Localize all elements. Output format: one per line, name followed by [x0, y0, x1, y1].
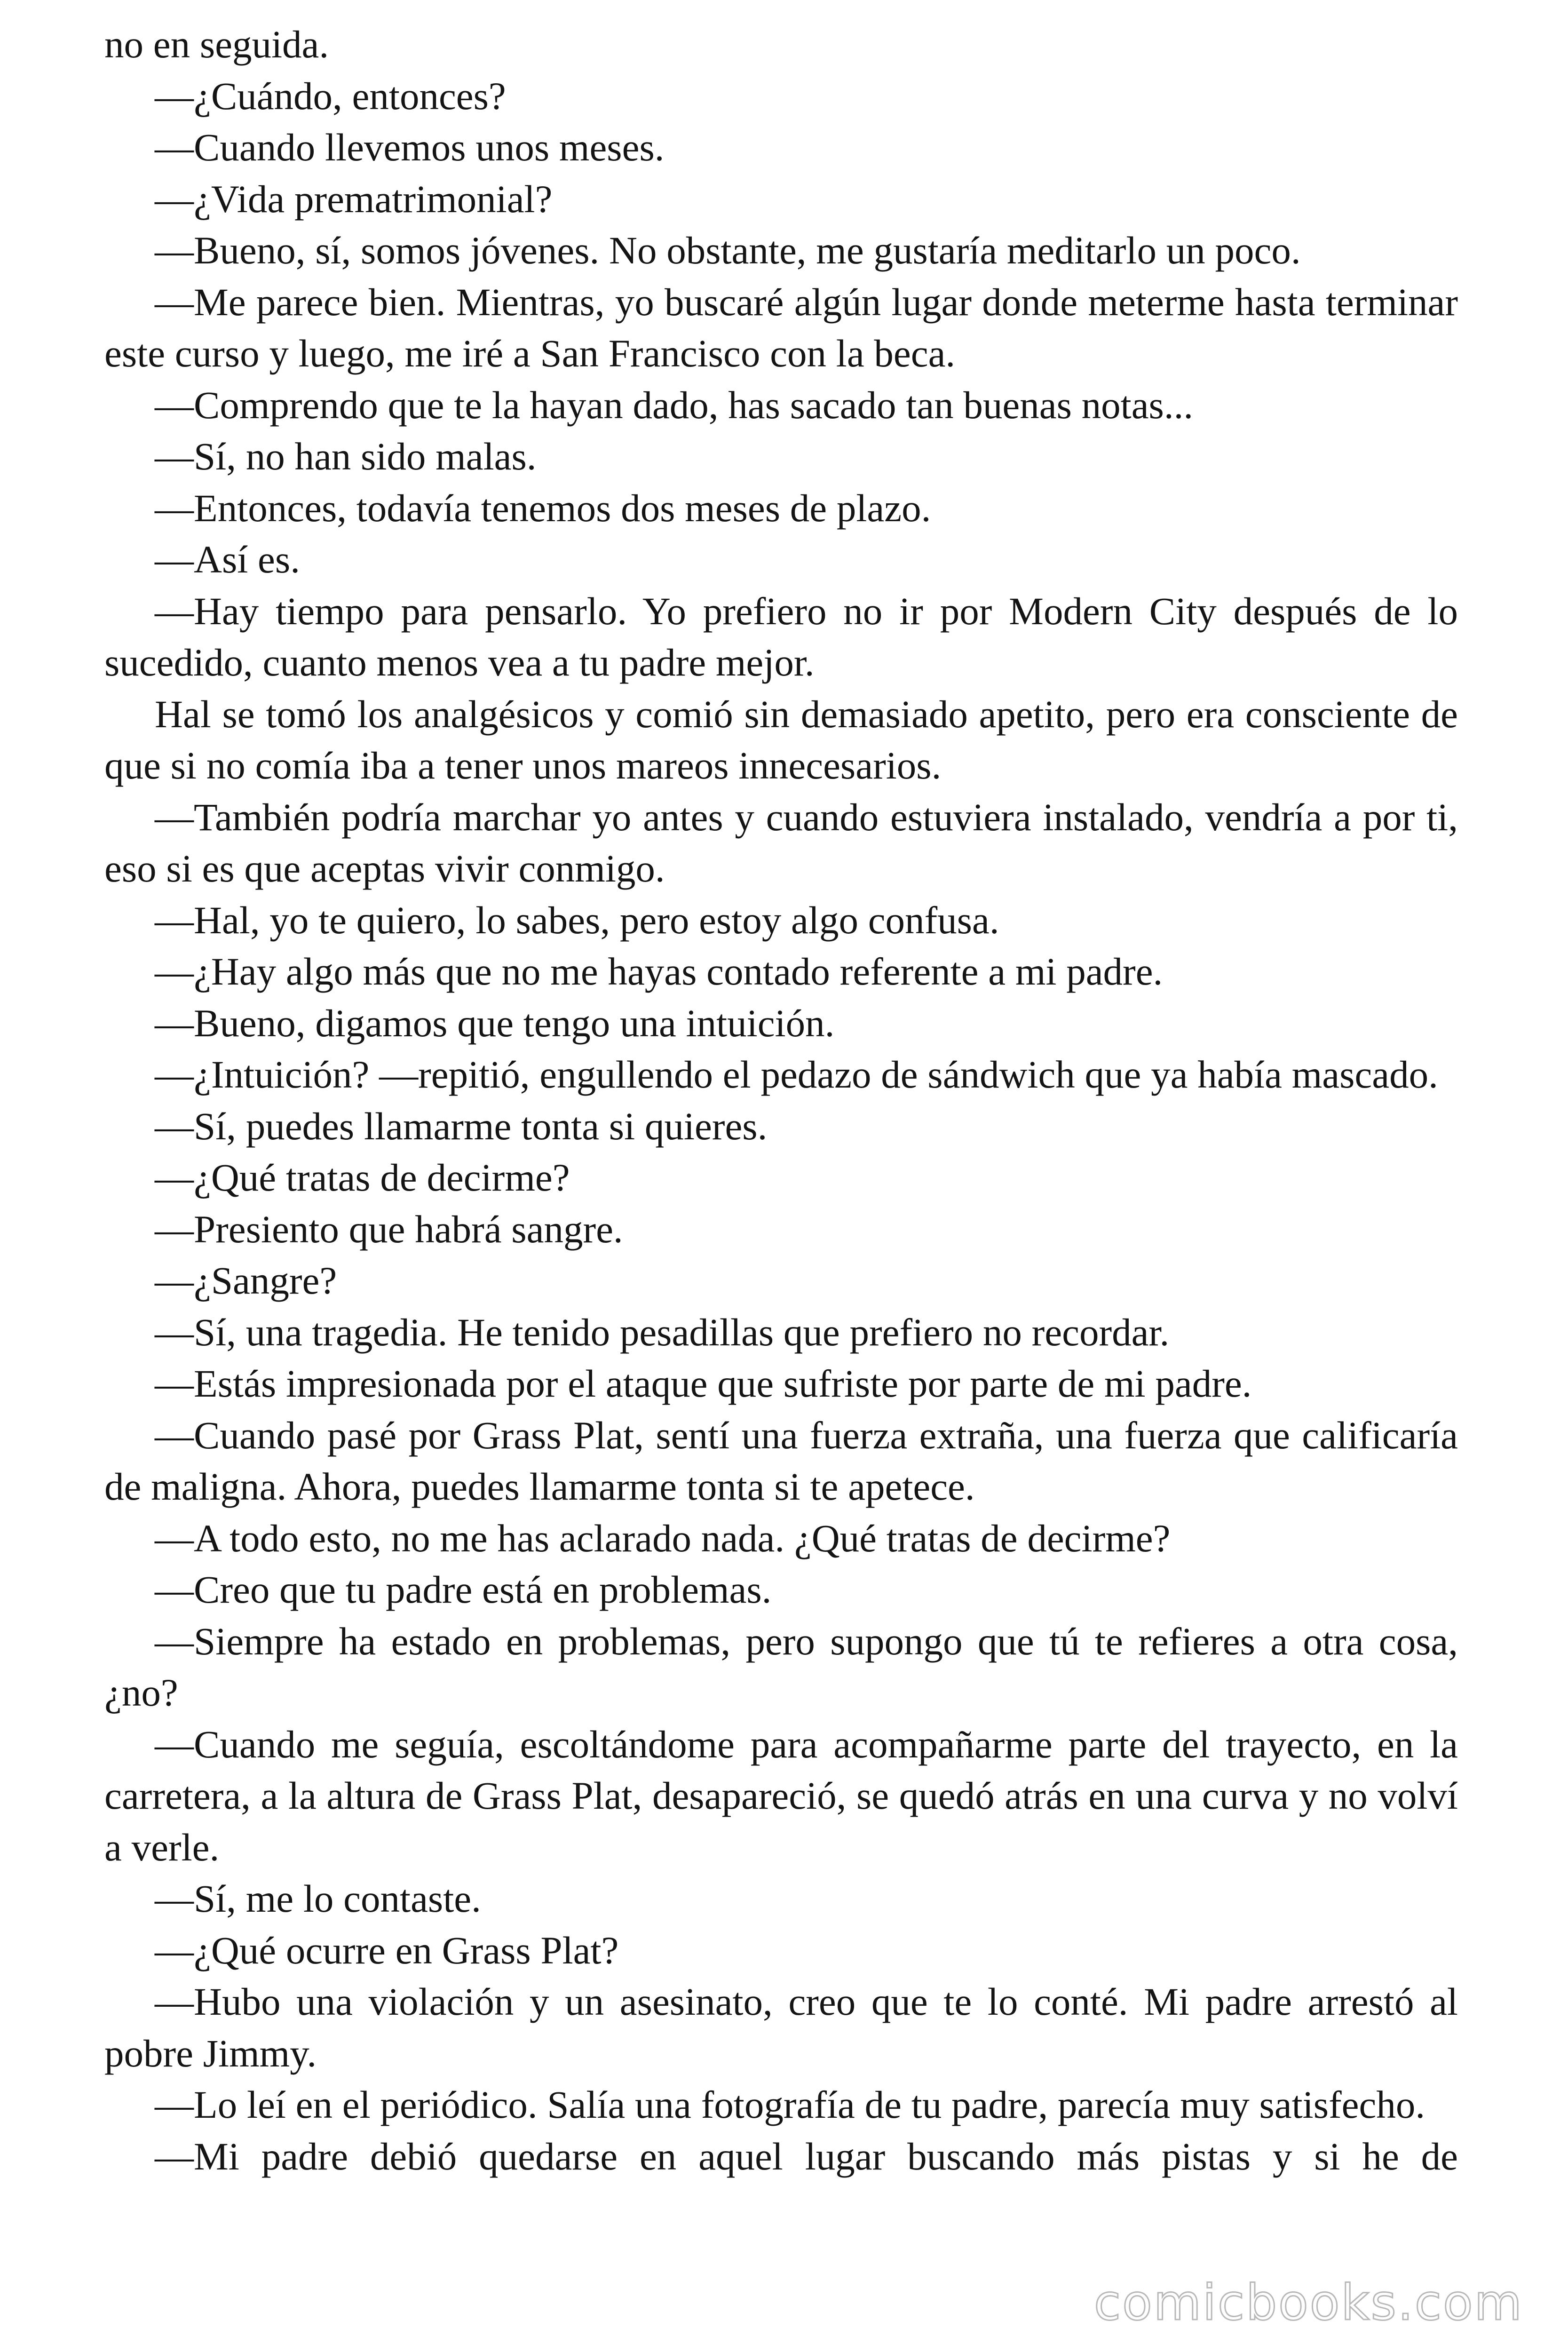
paragraph: —También podría marchar yo antes y cuando estuviera instalado, vendría a por ti, eso si es que aceptas vivir conmigo.: [104, 795, 1458, 890]
paragraph: —Hay tiempo para pensarlo. Yo prefiero no ir por Modern City después de lo sucedido, cuanto menos vea a tu padre mejor.: [104, 589, 1458, 684]
paragraph: —¿Qué tratas de decirme?: [155, 1156, 570, 1199]
paragraph: —Cuando me seguía, escoltándome para acompañarme parte del trayecto, en la carretera, a la altura de Grass Plat, desapareció, se quedó atrás en una curva y no volví a verle.: [104, 1722, 1458, 1869]
watermark-logo: comicbooks.com: [1093, 2274, 1523, 2331]
paragraph: —Comprendo que te la hayan dado, has sacado tan buenas notas...: [155, 383, 1194, 427]
paragraph: no en seguida.: [104, 23, 329, 66]
paragraph: —Lo leí en el periódico. Salía una fotografía de tu padre, parecía muy satisfecho.: [155, 2083, 1425, 2126]
paragraph: —Estás impresionada por el ataque que sufriste por parte de mi padre.: [155, 1362, 1252, 1405]
paragraph: —Cuando pasé por Grass Plat, sentí una fuerza extraña, una fuerza que calificaría de maligna. Ahora, puedes llamarme tonta si te apetece.: [104, 1413, 1458, 1508]
paragraph: —¿Intuición? —repitió, engullendo el pedazo de sándwich que ya había mascado.: [155, 1053, 1438, 1096]
paragraph: —¿Hay algo más que no me hayas contado referente a mi padre.: [155, 950, 1163, 993]
paragraph: —Sí, una tragedia. He tenido pesadillas que prefiero no recordar.: [155, 1310, 1170, 1354]
paragraph: —Creo que tu padre está en problemas.: [155, 1568, 772, 1611]
paragraph: Hal se tomó los analgésicos y comió sin demasiado apetito, pero era consciente de que si no comía iba a tener unos mareos innecesarios.: [104, 692, 1458, 787]
paragraph: —Entonces, todavía tenemos dos meses de plazo.: [155, 486, 931, 530]
paragraph: —Sí, me lo contaste.: [155, 1877, 481, 1920]
paragraph: —Presiento que habrá sangre.: [155, 1207, 623, 1251]
paragraph: —Sí, puedes llamarme tonta si quieres.: [155, 1104, 768, 1148]
paragraph: —¿Cuándo, entonces?: [155, 74, 506, 118]
page-text: [104, 19, 1458, 2182]
paragraph: —Bueno, sí, somos jóvenes. No obstante, me gustaría meditarlo un poco.: [155, 229, 1301, 272]
paragraph: —A todo esto, no me has aclarado nada. ¿Qué tratas de decirme?: [155, 1516, 1171, 1560]
paragraph: —Sí, no han sido malas.: [155, 435, 537, 478]
paragraph: —Siempre ha estado en problemas, pero supongo que tú te refieres a otra cosa, ¿no?: [104, 1619, 1458, 1714]
paragraph: —Me parece bien. Mientras, yo buscaré algún lugar donde meterme hasta terminar este curso y luego, me iré a San Francisco con la beca.: [104, 280, 1458, 375]
paragraph: —Cuando llevemos unos meses.: [155, 126, 665, 169]
paragraph: —¿Qué ocurre en Grass Plat?: [155, 1928, 619, 1972]
paragraph: —¿Vida prematrimonial?: [155, 177, 553, 221]
paragraph: —Bueno, digamos que tengo una intuición.: [155, 1001, 835, 1045]
paragraph: —Hubo una violación y un asesinato, creo que te lo conté. Mi padre arrestó al pobre Jimmy.: [104, 1980, 1458, 2075]
paragraph: —Hal, yo te quiero, lo sabes, pero estoy algo confusa.: [155, 898, 999, 942]
paragraph: —Mi padre debió quedarse en aquel lugar buscando más pistas y si he de: [155, 2134, 1458, 2178]
paragraph: —¿Sangre?: [155, 1259, 337, 1302]
paragraph: —Así es.: [155, 538, 300, 581]
